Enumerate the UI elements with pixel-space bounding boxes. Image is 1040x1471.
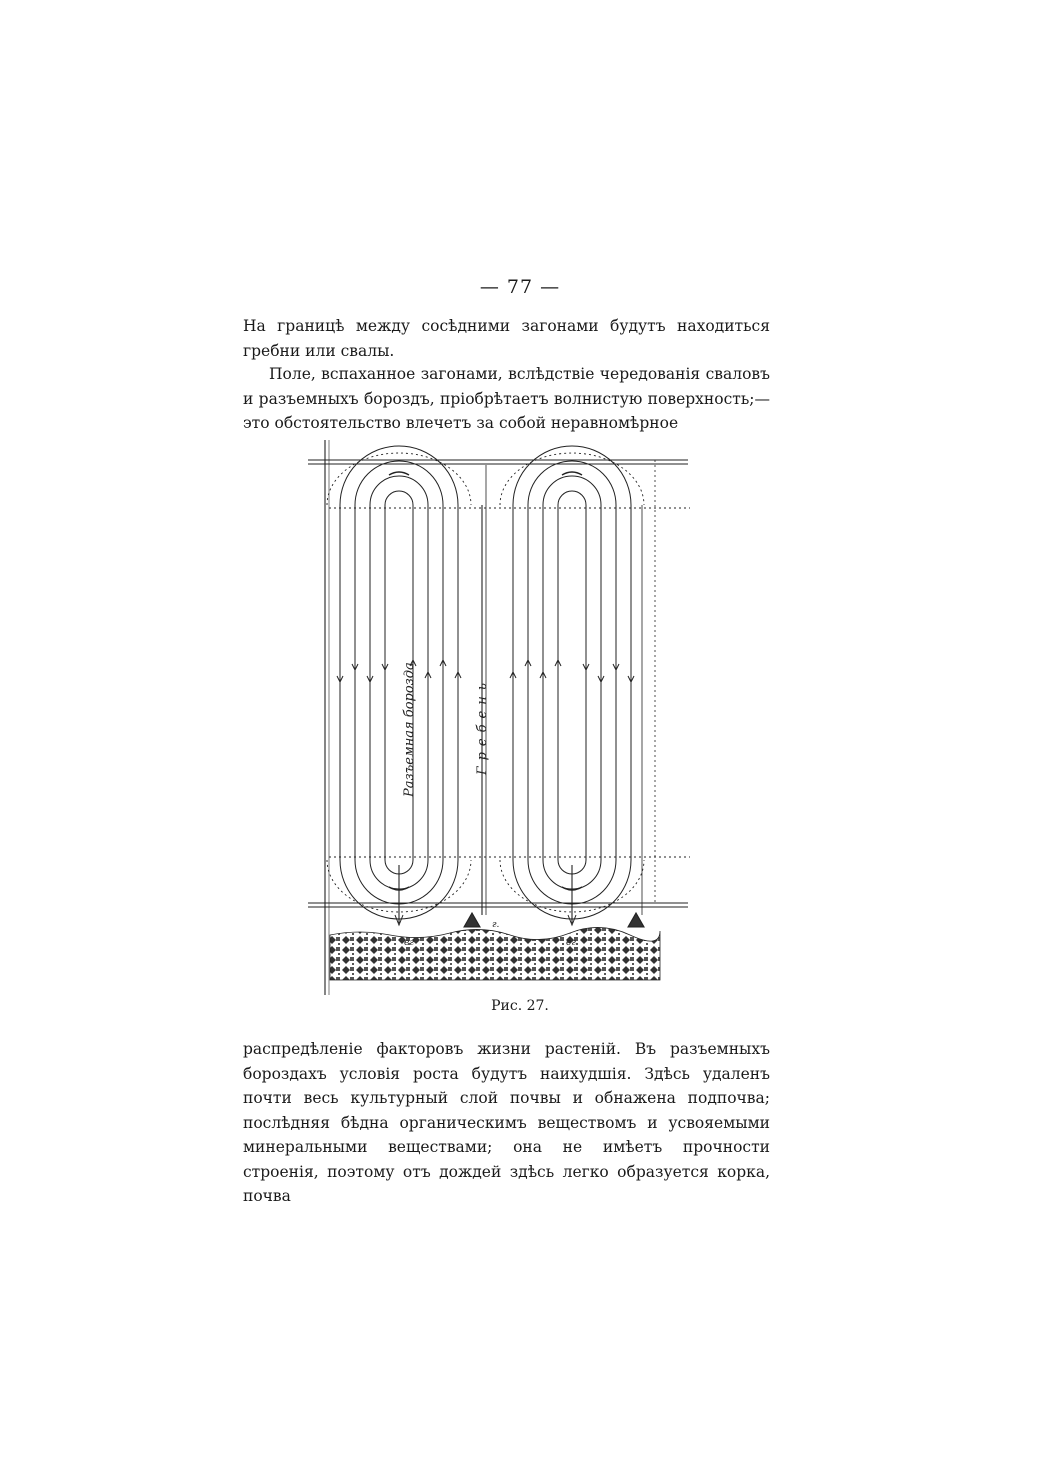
diagram-lines	[308, 440, 690, 995]
furrow-label: Разъемная борозда	[402, 662, 417, 797]
paragraph-2: Поле, вспаханное загонами, вслѣдствіе чередованія свaловъ и разъемныхъ бороздъ, пріобрѣтаетъ волнистую поверхность;—это обстоятельство влечетъ за собой неравномѣрное	[243, 365, 770, 432]
mark-label-2: ег	[566, 938, 576, 948]
mark-label-3: г.	[492, 920, 500, 930]
figure-caption: Рис. 27.	[491, 998, 549, 1014]
ridge-label: Гребень	[475, 677, 490, 775]
mark-label-1: ег	[404, 938, 414, 948]
page-number: — 77 —	[479, 276, 561, 298]
paragraph-3: распредѣленіе факторовъ жизни растеній. Въ разъемныхъ бороздахъ условія роста будутъ наихудшія. Здѣсь удаленъ почти весь культурный слой почвы и обнажена подпочва; послѣдняя бѣдна органическимъ веществомъ и усвояемыми минеральными веществами; она не имѣетъ прочности строенія, поэтому отъ дождей здѣсь легко образуется корка, почва	[243, 1040, 770, 1205]
paragraph-1: На границѣ между сосѣдними загонами будутъ находиться гребни или свалы.	[243, 317, 770, 360]
plowing-diagram	[300, 435, 700, 1005]
